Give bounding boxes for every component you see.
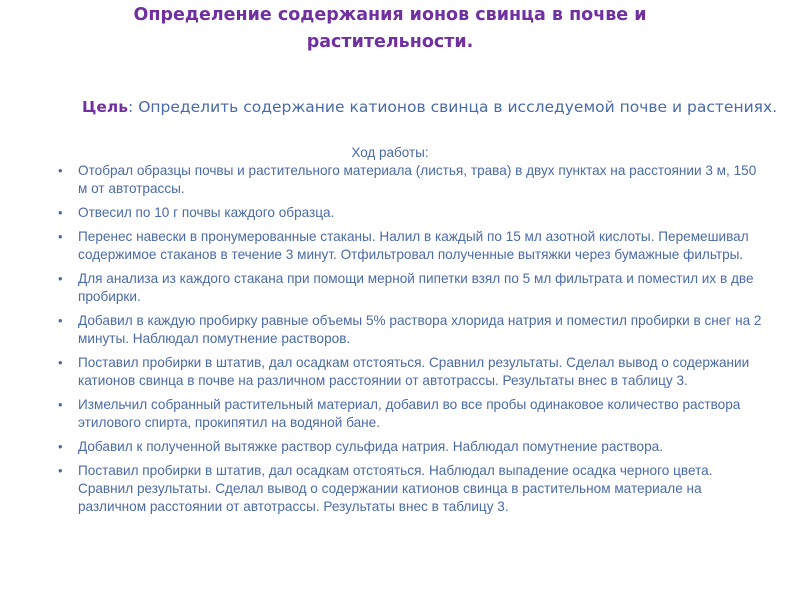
procedure-step — [58, 354, 766, 390]
step-text: Поставил пробирки в штатив, дал осадкам отстояться. Наблюдал выпадение осадка черного цвета. Сравнил результаты. Сделал вывод о содержании катионов свинца в растительном материале на различном расстоянии от автотрассы. Результаты внес в таблицу 3. — [78, 463, 713, 514]
procedure-step — [58, 312, 766, 348]
step-text: Добавил к полученной вытяжке раствор сульфида натрия. Наблюдал помутнение раствора. — [78, 439, 663, 454]
goal-label: Цель — [82, 98, 129, 116]
step-text: Измельчил собранный растительный материал, добавил во все пробы одинаковое количество раствора этилового спирта, прокипятил на водяной бане. — [78, 397, 741, 430]
bullet-icon: • — [58, 397, 63, 412]
procedure-step — [58, 462, 766, 516]
bullet-icon: • — [58, 463, 63, 478]
bullet-icon: • — [58, 205, 63, 220]
slide-title: Определение содержания ионов свинца в почве и растительности. — [133, 5, 647, 52]
procedure-step — [58, 162, 766, 198]
bullet-icon: • — [58, 313, 63, 328]
procedure-heading: Ход работы: — [351, 145, 429, 160]
procedure-step — [58, 396, 766, 432]
goal-paragraph — [78, 96, 778, 118]
step-text: Добавил в каждую пробирку равные объемы 5% раствора хлорида натрия и поместил пробирки в снег на 2 минуты. Наблюдал помутнение растворов. — [78, 313, 762, 346]
bullet-icon: • — [58, 355, 63, 370]
step-text: Отобрал образцы почвы и растительного материала (листья, трава) в двух пунктах на расстоянии 3 м, 150 м от автотрассы. — [78, 163, 757, 196]
goal-text: : Определить содержание катионов свинца в исследуемой почве и растениях. — [128, 98, 778, 116]
bullet-icon: • — [58, 439, 63, 454]
procedure-step — [58, 204, 766, 222]
step-text: Поставил пробирки в штатив, дал осадкам отстояться. Сравнил результаты. Сделал вывод о содержании катионов свинца в почве на различном расстоянии от автотрассы. Результаты внес в таблицу 3. — [78, 355, 750, 388]
bullet-icon: • — [58, 229, 63, 244]
step-text: Перенес навески в пронумерованные стаканы. Налил в каждый по 15 мл азотной кислоты. Перемешивал содержимое стаканов в течение 3 минут. Отфильтровал полученные вытяжки через бумажные фильтры. — [78, 229, 749, 262]
step-text: Для анализа из каждого стакана при помощи мерной пипетки взял по 5 мл фильтрата и поместил их в две пробирки. — [78, 271, 754, 304]
procedure-step — [58, 270, 766, 306]
bullet-icon: • — [58, 163, 63, 178]
procedure-step — [58, 438, 766, 456]
step-text: Отвесил по 10 г почвы каждого образца. — [78, 205, 335, 220]
procedure-steps-list — [58, 162, 766, 522]
bullet-icon: • — [58, 271, 63, 286]
procedure-step — [58, 228, 766, 264]
